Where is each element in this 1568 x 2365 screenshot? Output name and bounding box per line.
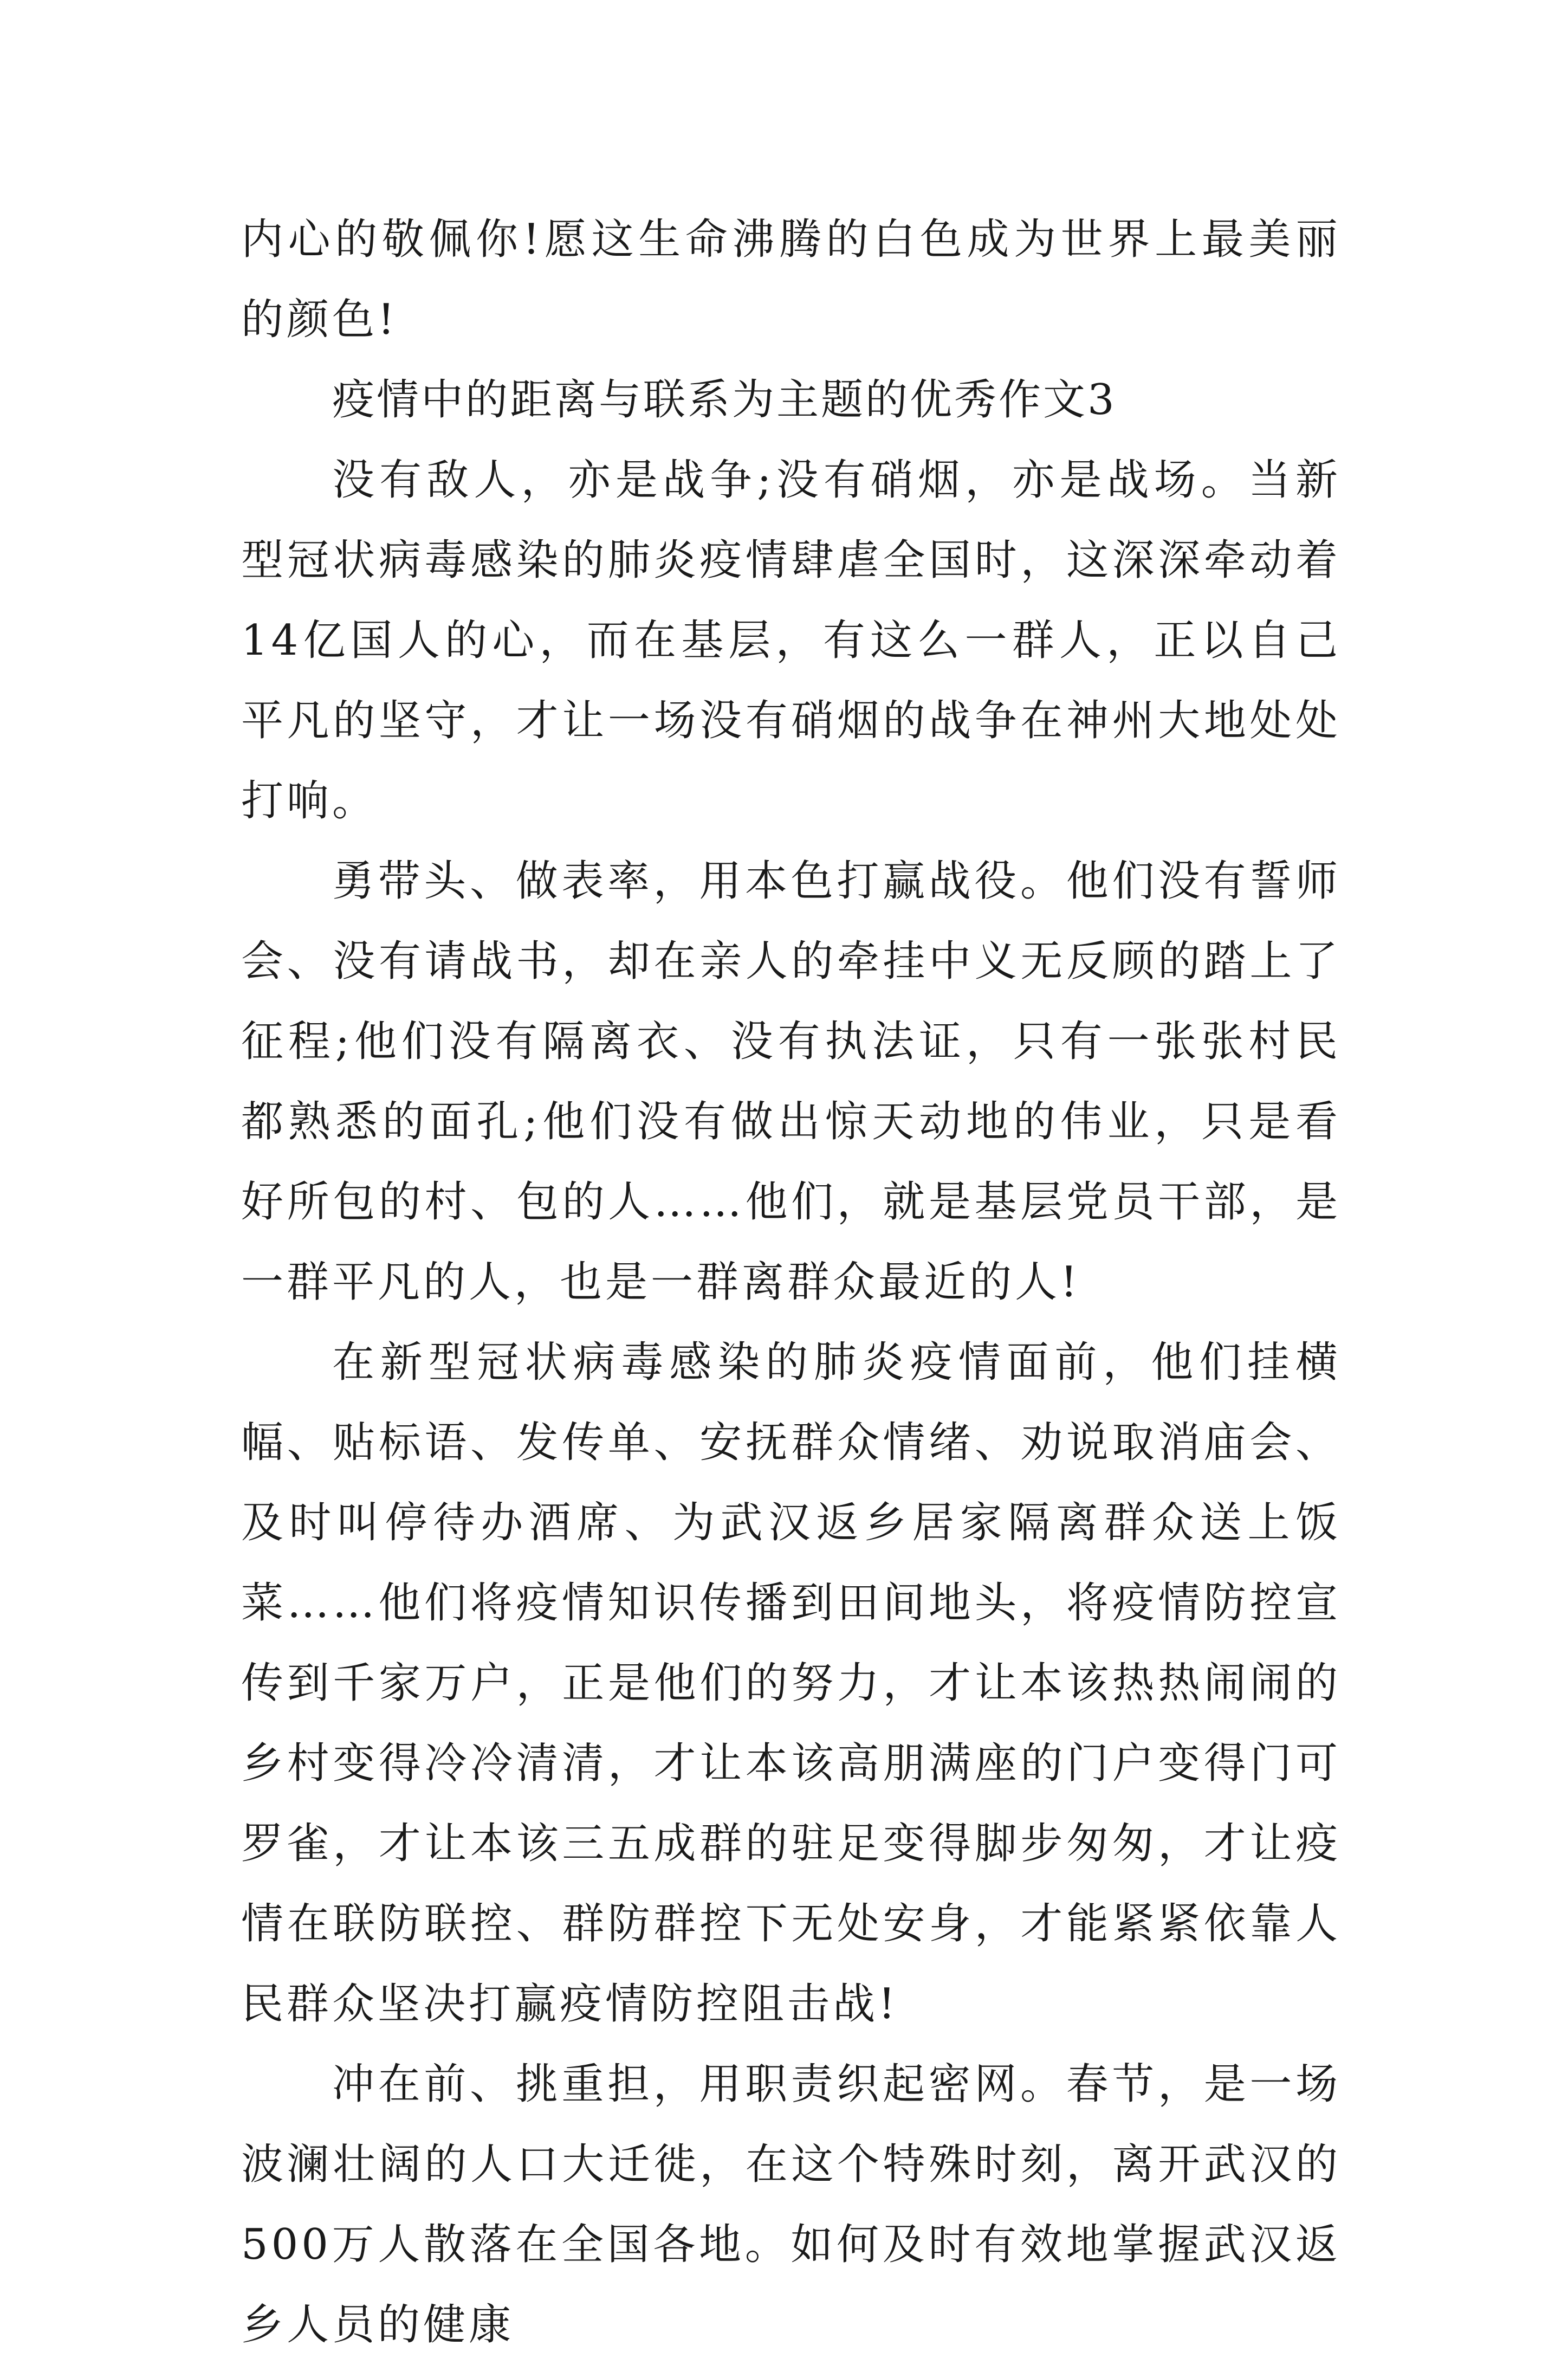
body-paragraph: 勇带头、做表率，用本色打赢战役。他们没有誓师会、没有请战书，却在亲人的牵挂中义无反顾的踏上了征程;他们没有隔离衣、没有执法证，只有一张张村民都熟悉的面孔;他们没有做出惊天动地的伟业，只是看好所包的村、包的人……他们，就是基层党员干部，是一群平凡的人，也是一群离群众最近的人!: [241, 857, 1341, 1307]
body-paragraph: 没有敌人，亦是战争;没有硝烟，亦是战场。当新型冠状病毒感染的肺炎疫情肆虐全国时，这深深牵动着14亿国人的心，而在基层，有这么一群人，正以自己平凡的坚守，才让一场没有硝烟的战争在神州大地处处打响。: [241, 456, 1341, 825]
essay-heading: 疫情中的距离与联系为主题的优秀作文3: [332, 376, 1117, 424]
body-paragraph: 在新型冠状病毒感染的肺炎疫情面前，他们挂横幅、贴标语、发传单、安抚群众情绪、劝说取消庙会、及时叫停待办酒席、为武汉返乡居家隔离群众送上饭菜……他们将疫情知识传播到田间地头，将疫情防控宣传到千家万户，正是他们的努力，才让本该热热闹闹的乡村变得冷冷清清，才让本该高朋满座的门户变得门可罗雀，才让本该三五成群的驻足变得脚步匆匆，才让疫情在联防联控、群防群控下无处安身，才能紧紧依靠人民群众坚决打赢疫情防控阻击战!: [241, 1338, 1341, 2028]
continuation-paragraph: 内心的敬佩你!愿这生命沸腾的白色成为世界上最美丽的颜色!: [241, 215, 1341, 344]
body-paragraph: 冲在前、挑重担，用职责织起密网。春节，是一场波澜壮阔的人口大迁徙，在这个特殊时刻，离开武汉的500万人散落在全国各地。如何及时有效地掌握武汉返乡人员的健康: [241, 2060, 1341, 2349]
document-body: [241, 199, 1341, 2365]
